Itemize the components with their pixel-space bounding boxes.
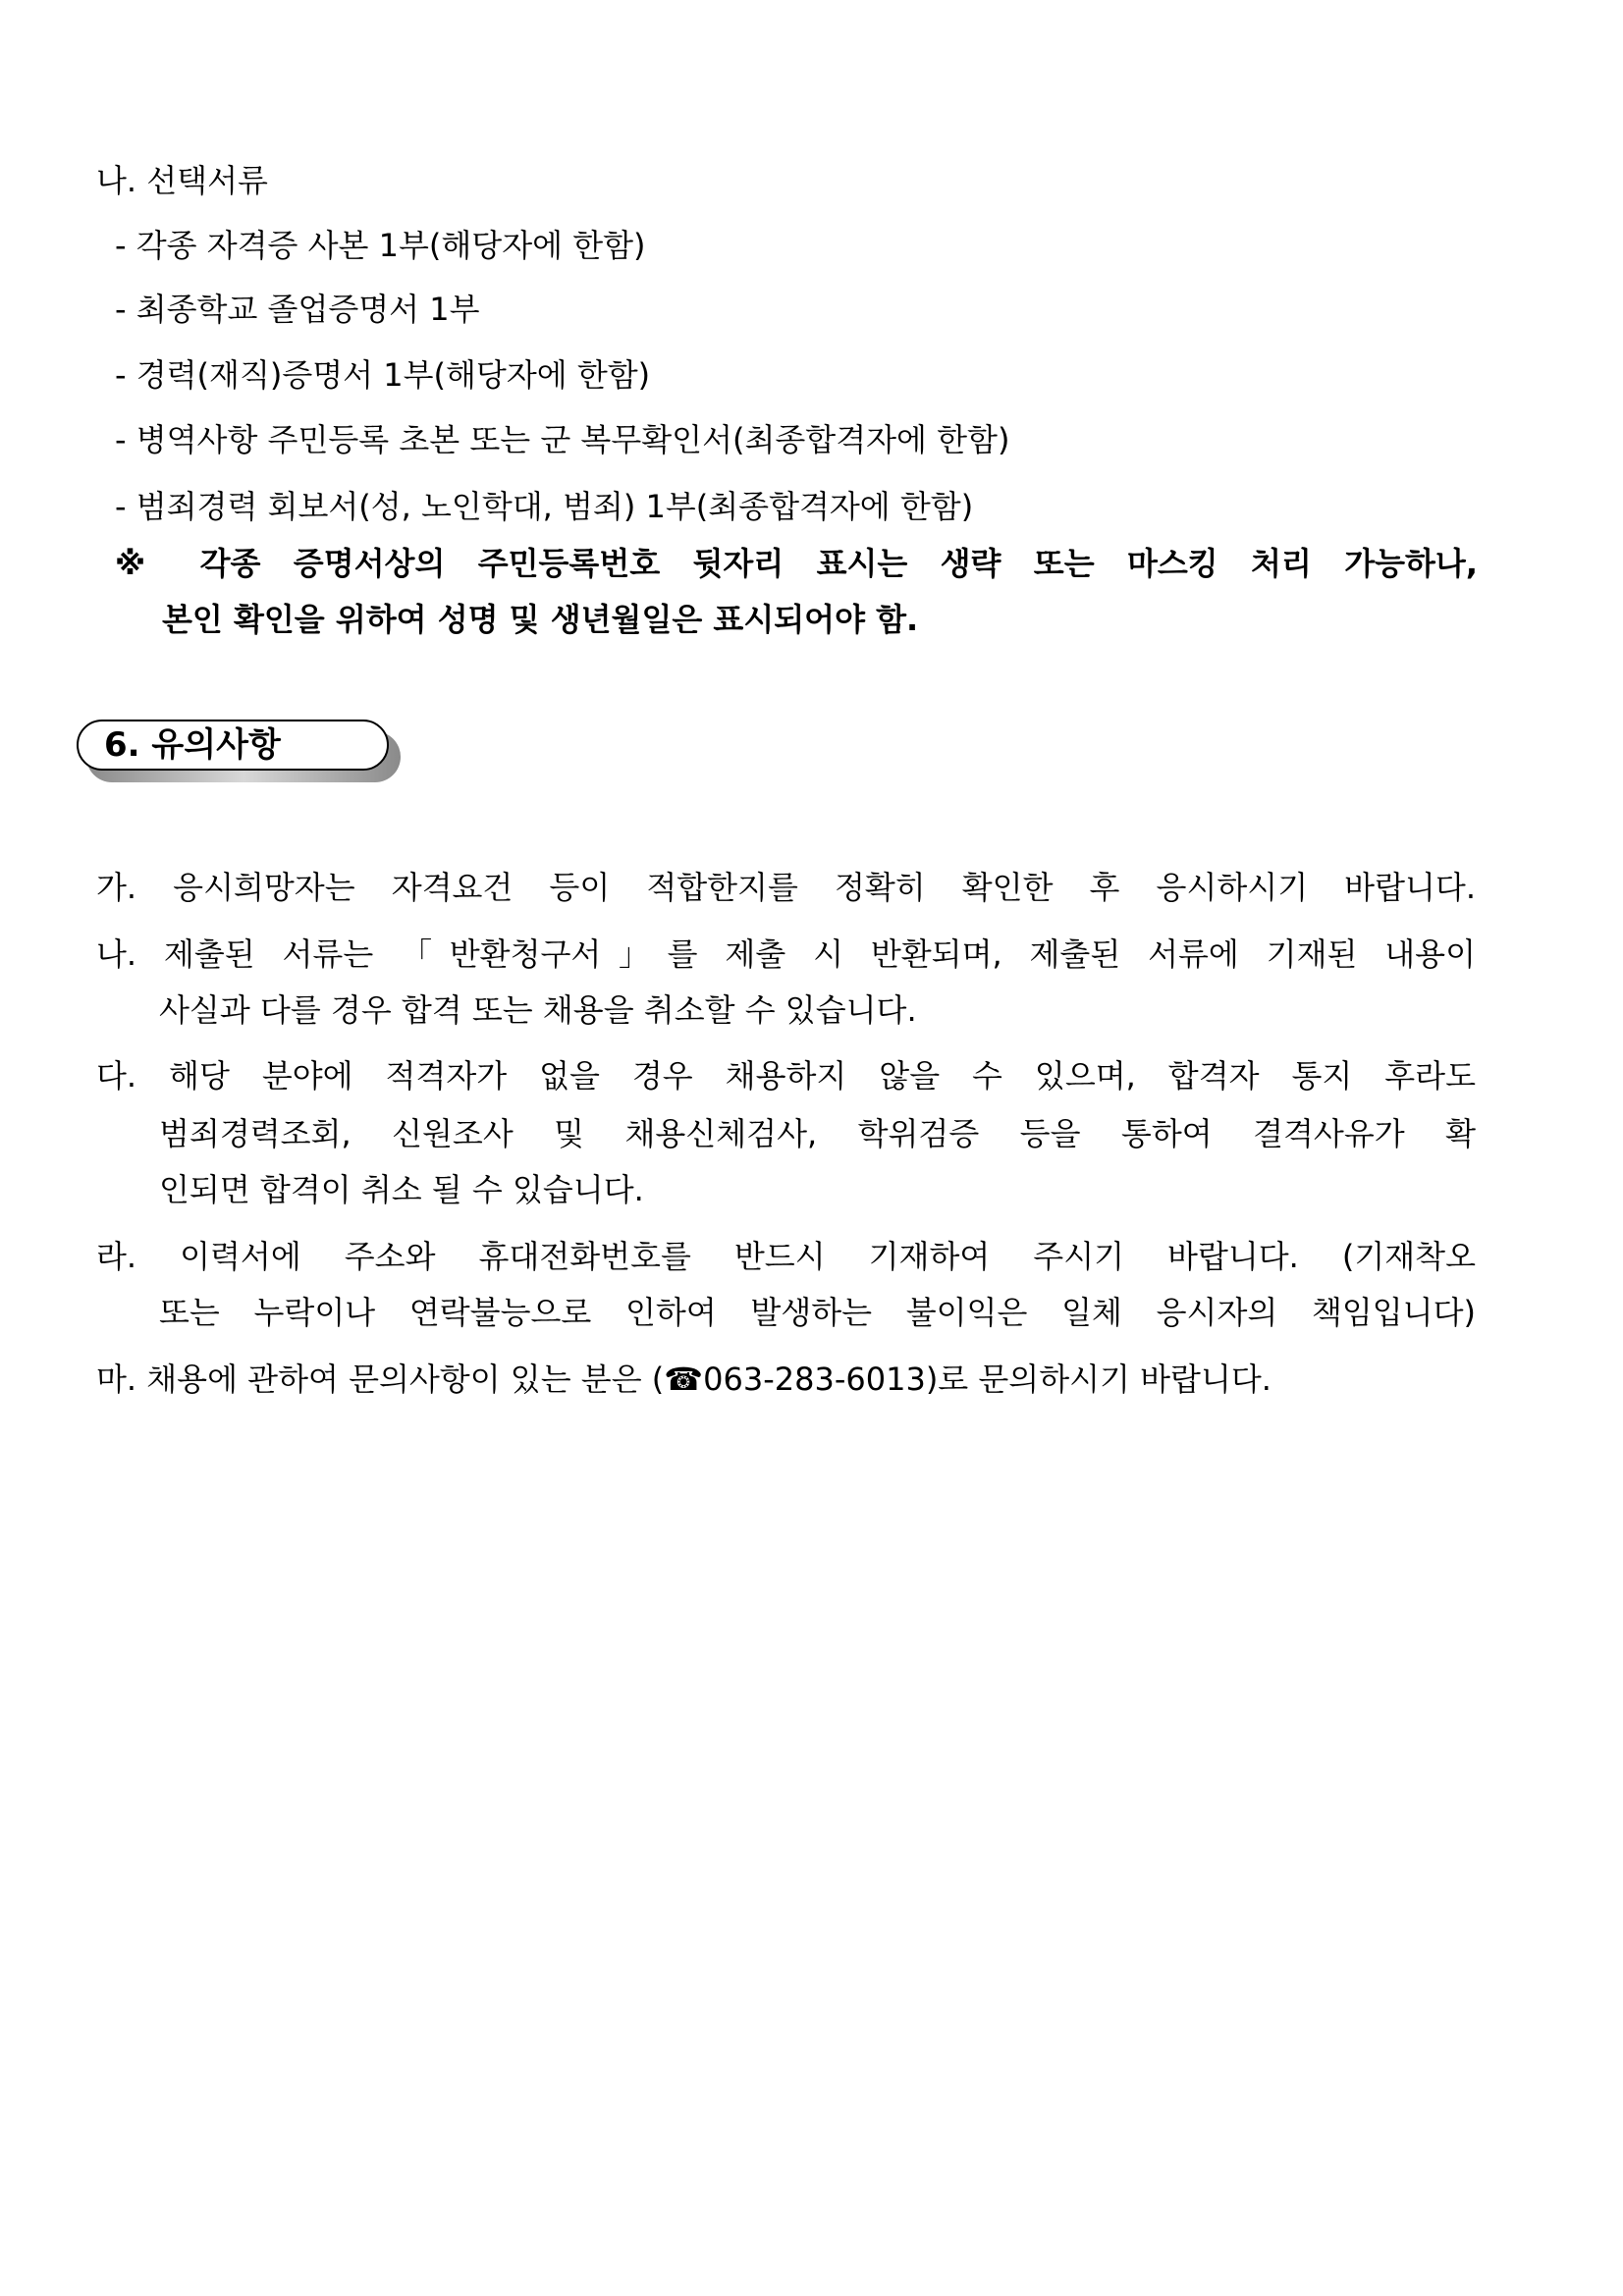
section-6-header — [77, 720, 401, 778]
notice-line: 나. 제출된 서류는 「반환청구서」를 제출 시 반환되며, 제출된 서류에 기재된 내용이 — [96, 935, 1476, 973]
note-line-1: ※ 각종 증명서상의 주민등록번호 뒷자리 표시는 생략 또는 마스킹 처리 가능하나, — [115, 545, 1478, 582]
notice-line: 인되면 합격이 취소 될 수 있습니다. — [159, 1171, 644, 1208]
optional-docs-heading: 나. 선택서류 — [96, 162, 268, 199]
notice-line: 또는 누락이나 연락불능으로 인하여 발생하는 불이익은 일체 응시자의 책임입니다) — [159, 1294, 1476, 1331]
notice-line: 사실과 다를 경우 합격 또는 채용을 취소할 수 있습니다. — [159, 991, 917, 1029]
notice-line: 범죄경력조회, 신원조사 및 채용신체검사, 학위검증 등을 통하여 결격사유가 확 — [159, 1115, 1476, 1152]
notice-line: 가. 응시희망자는 자격요건 등이 적합한지를 정확히 확인한 후 응시하시기 바랍니다. — [96, 869, 1476, 906]
notice-line: 마. 채용에 관하여 문의사항이 있는 분은 (☎063-283-6013)로 문의하시기 바랍니다. — [96, 1361, 1271, 1398]
optional-doc-item: - 범죄경력 회보서(성, 노인학대, 범죄) 1부(최종합격자에 한함) — [115, 488, 974, 525]
optional-doc-item: - 각종 자격증 사본 1부(해당자에 한함) — [115, 227, 646, 264]
note-line-2: 본인 확인을 위하여 성명 및 생년월일은 표시되어야 함. — [162, 601, 919, 638]
notice-line: 다. 해당 분야에 적격자가 없을 경우 채용하지 않을 수 있으며, 합격자 통지 후라도 — [96, 1057, 1476, 1095]
notice-line: 라. 이력서에 주소와 휴대전화번호를 반드시 기재하여 주시기 바랍니다. (기재착오 — [96, 1238, 1476, 1275]
optional-doc-item: - 최종학교 졸업증명서 1부 — [115, 291, 480, 328]
optional-doc-item: - 경력(재직)증명서 1부(해당자에 한함) — [115, 356, 651, 394]
section-6-title: 6. 유의사항 — [104, 725, 281, 765]
optional-doc-item: - 병역사항 주민등록 초본 또는 군 복무확인서(최종합격자에 한함) — [115, 421, 1010, 458]
